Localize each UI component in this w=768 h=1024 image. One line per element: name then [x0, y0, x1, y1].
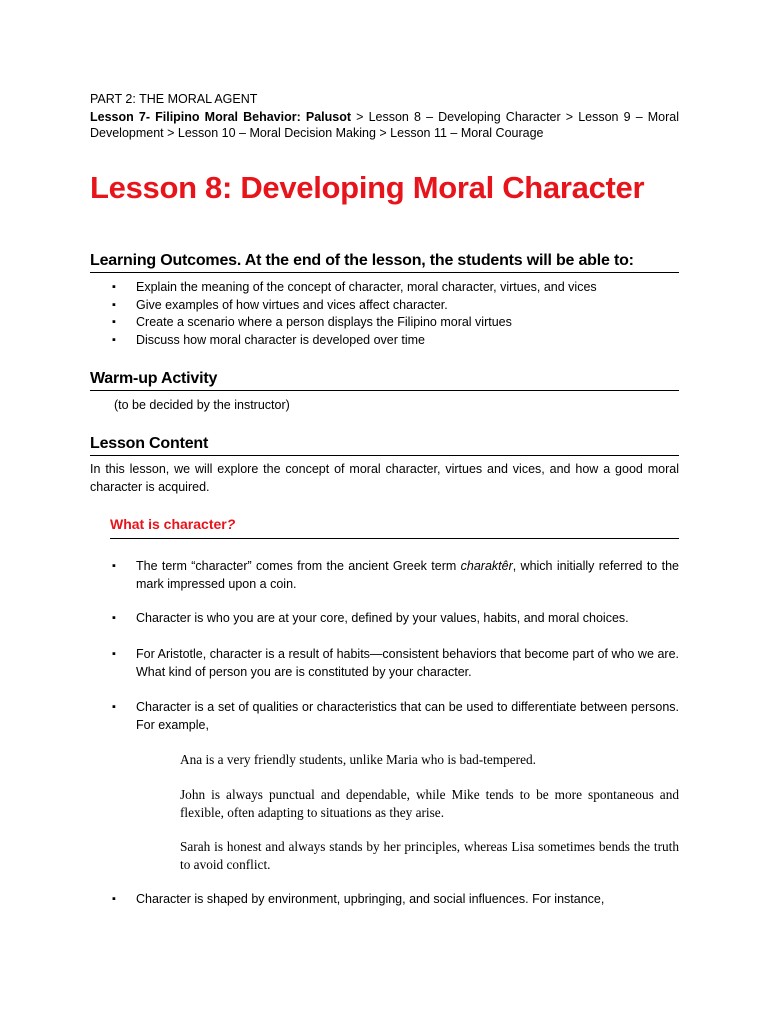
list-item: ▪ Give examples of how virtues and vices affect character.: [90, 297, 679, 315]
lesson-content-intro: In this lesson, we will explore the concept of moral character, virtues and vices, and how a good moral character is acquired.: [90, 462, 679, 494]
list-item: ▪ Discuss how moral character is developed over time: [90, 332, 679, 350]
point-emphasis: charaktêr: [460, 559, 513, 573]
breadcrumb-lesson7: Lesson 7: [90, 110, 146, 124]
lesson-breadcrumb: [90, 109, 679, 141]
point-block: [90, 610, 679, 628]
part-label: PART 2: THE MORAL AGENT: [90, 92, 258, 106]
what-is-character-qmark: ?: [226, 516, 236, 532]
point-text: The term “character” comes from the ancient Greek term: [136, 559, 461, 573]
what-is-character-heading: [110, 516, 679, 539]
learning-outcomes-list: [90, 279, 679, 349]
list-item: [90, 558, 679, 593]
warmup-heading: Warm-up Activity: [90, 370, 679, 391]
character-points-list: [90, 558, 679, 593]
example-paragraph: Ana is a very friendly students, unlike Maria who is bad-tempered.: [180, 752, 536, 767]
breadcrumb-lesson7-title: - Filipino Moral Behavior: Palusot: [145, 110, 352, 124]
list-item: ▪ Create a scenario where a person displays the Filipino moral virtues: [90, 314, 679, 332]
list-item: ▪ Character is a set of qualities or characteristics that can be used to differentiate between persons. For example,: [90, 699, 679, 734]
list-item: ▪ Explain the meaning of the concept of character, moral character, virtues, and vices: [90, 279, 679, 297]
list-item: ▪ Character is who you are at your core, defined by your values, habits, and moral choices.: [90, 610, 679, 628]
point-block: [90, 891, 679, 909]
point-text: , which initially referred to the mark impressed upon a coin.: [136, 559, 679, 591]
example-paragraph: Sarah is honest and always stands by her principles, whereas Lisa sometimes bends the truth to avoid conflict.: [180, 839, 679, 872]
learning-outcomes-heading: Learning Outcomes. At the end of the lesson, the students will be able to:: [90, 252, 679, 273]
list-item: ▪ For Aristotle, character is a result of habits—consistent behaviors that become part of who we are. What kind of person you are is constituted by your character.: [90, 646, 679, 681]
warmup-text: (to be decided by the instructor): [114, 398, 290, 412]
example-paragraph: John is always punctual and dependable, while Mike tends to be more spontaneous and flexible, often adapting to situations as they arise.: [180, 787, 679, 820]
breadcrumb-rest: > Lesson 8 – Developing Character > Lesson 9 – Moral Development > Lesson 10 – Moral Decision Making > Lesson 11 – Moral Courage: [90, 110, 680, 140]
what-is-character-text: What is character: [110, 516, 227, 532]
point-block: [90, 699, 679, 734]
lesson-content-heading: Lesson Content: [90, 435, 679, 456]
page-title: Lesson 8: Developing Moral Character: [90, 170, 645, 205]
list-item: ▪ Character is shaped by environment, upbringing, and social influences. For instance,: [90, 891, 679, 909]
point-block: [90, 646, 679, 681]
